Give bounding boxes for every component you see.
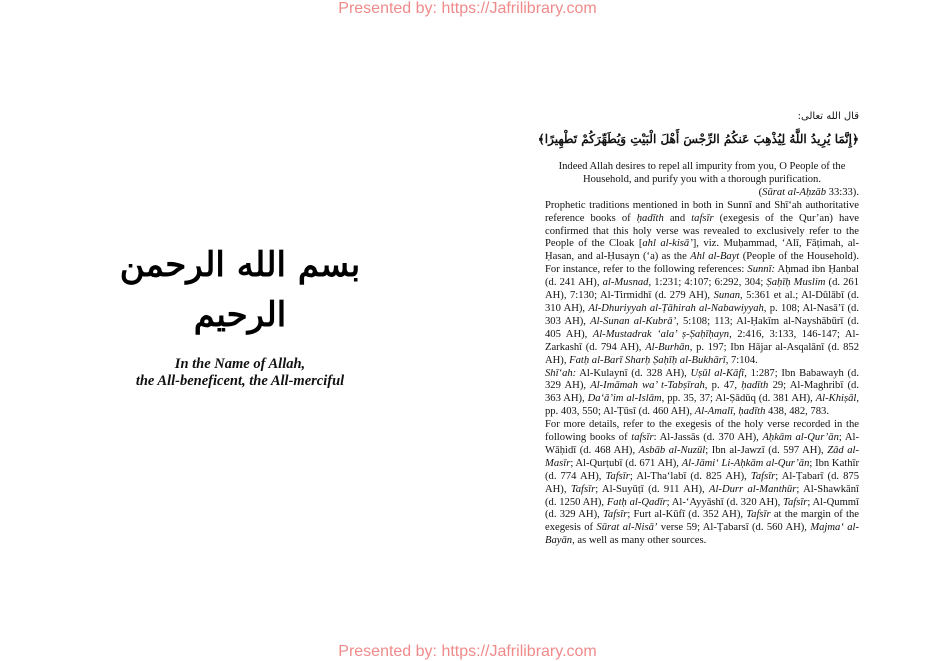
italic-term: ḥadīth [636,212,664,224]
italic-term: Al-Imāmah wa’ t-Tabṣīrah [590,380,705,392]
text: , p. 108; Al-Nasā’ī (d. 303 AH), [545,302,859,327]
italic-term: Fatḥ al-Barī Sharḥ Ṣaḥīḥ al-Bukhārī [569,354,726,366]
italic-term: Tafsīr [570,483,596,495]
text: ; Al-Qurṭubī (d. 671 AH), [570,457,682,469]
italic-term: Tafsīr [750,470,776,482]
text: 29; Al-Maghribī (d. 363 AH), [545,380,859,405]
italic-term: al-Musnad [602,277,649,289]
italic-term: tafsīr [631,432,654,444]
text: (d. 261 AH), 7:130; Al-Tirmidhī (d. 279 AH), [545,277,860,302]
bismillah-translation-line2: the All-beneficent, the All-merciful [135,373,345,389]
text: , 5:108; 113; Al-Ḥakīm al-Nayshābūrī (d. 405 AH), [545,315,859,340]
italic-term: Al-Sunan al-Kubrā’ [590,315,677,327]
text: , as well as many other sources. [572,535,707,547]
italic-term: Tafsīr [605,470,630,482]
italic-term: Tafsīr [783,496,808,508]
text: ; Furt al-Kūfī (d. 352 AH), [627,509,747,521]
text: , [733,406,739,418]
text: and [663,212,692,224]
text: verse 59; Al-Ṭabarsī (d. 560 AH), [657,522,811,534]
italic-term: ḥadīth [741,380,769,392]
italic-term: Da‘ā’im al-Islām [587,393,662,405]
paragraph-shiah-references [545,368,859,420]
italic-term: Ahl al-Bayt [690,251,740,263]
text: , pp. 403, 550; Al-Ṭūsī (d. 460 AH), [545,393,859,418]
citation-title: Sūrat al-Aḥzāb [762,186,827,198]
italic-term: Majma‘ al-Bayān [545,522,859,547]
italic-term: Shī‘ah: [545,367,577,379]
bismillah-panel [110,240,370,390]
bismillah-translation [110,356,370,390]
text: , 1:287; Ibn Babawayh (d. 329 AH), [545,367,860,392]
text: , p. 197; Ibn Hājar al-Asqalānī (d. 852 AH), [545,341,859,366]
text: Al-Kulaynī (d. 328 AH), [576,367,691,379]
bismillah-calligraphy: بسم الله الرحمن الرحيم [119,245,361,335]
verse-page [537,110,860,548]
text: ; Al-Ṭabarī (d. 875 AH), [545,470,859,495]
text: ; Ibn Kathīr (d. 774 AH), [545,457,859,482]
text: , 5:361 et al.; Al-Dūlābī (d. 310 AH), [545,290,859,314]
text: ; Al-Suyūṭī (d. 911 AH), [595,483,710,495]
text: ], viz. Muḥammad, ‘Alī, Fāṭimah, al-Ḥasan, and al-Ḥusayn (‘a) as the [545,238,860,263]
text: Prophetic traditions mentioned in both in Sunnī and Shī‘ah authoritative reference books of [545,199,859,224]
text: (exegesis of the Qur’an) have confirmed that this holy verse was revealed to exclusively refer to the People of the Cloak [ [545,212,859,250]
text: ; Al-Qummī (d. 329 AH), [545,496,859,521]
italic-term: Al-Burhān [645,341,690,353]
citation-ref: 33:33). [826,186,859,198]
italic-term: tafsīr [691,212,714,224]
arabic-verse: ﴿إِنَّمَا يُرِيدُ اللَّهُ لِيُذْهِبَ عَنكُمُ الرِّجْسَ أَهْلَ الْبَيْتِ وَيُطَهِّرَكُمْ تَطْهِيرًا﴾ [537,132,859,146]
text: , pp. 35, 37; Al-Ṣādūq (d. 381 AH), [661,393,816,405]
text: ; Al-‘Ayyāshī (d. 320 AH), [666,496,784,508]
text: (People of the Household). For instance, refer to the following references: [545,251,859,276]
italic-term: Tafsīr [746,509,771,521]
italic-term: Fatḥ al-Qadīr [606,496,667,508]
arabic-intro: قال الله تعالى: [797,111,859,122]
italic-term: Zād al-Masīr [545,444,859,469]
italic-term: ḥadīth [738,406,766,418]
watermark-top: Presented by: https://Jafrilibrary.com [338,0,597,17]
italic-term: Sūrat al-Nisā’ [596,522,658,534]
italic-term: Aḥkām al-Qur’ān [762,432,839,444]
italic-term: Al-Khiṣāl [815,393,857,405]
bismillah-translation-line1: In the Name of Allah, [174,356,306,372]
text: , 7:104. [725,354,758,366]
italic-term: Al-Dhuriyyah al-Ṭāhirah al-Nabawiyyah [588,302,764,314]
paragraph-sunni-references [545,200,859,368]
italic-term: Tafsīr [602,509,628,521]
italic-term: Uṣūl al-Kāfī [690,367,745,379]
text: For more details, refer to the exegesis of the holy verse recorded in the following books of [545,419,859,444]
italic-term: Al-Durr al-Manthūr [709,483,797,495]
verse-citation: (Sūrat al-Aḥzāb 33:33). [758,186,859,198]
text: ; Al-Wāḥidī (d. 468 AH), [545,432,859,456]
text: 438, 482, 783. [765,406,829,418]
italic-term: Ṣaḥīḥ Muslim [766,277,826,289]
text: , p. 47, [704,380,742,392]
italic-term: ahl al-kisā’ [642,238,693,250]
paragraph-tafsir-references [545,419,859,548]
text: ; Ibn al-Jawzī (d. 597 AH), [705,444,828,456]
verse-translation: Indeed Allah desires to repel all impurity from you, O People of the Household, and purify you with a thorough purification. [558,161,846,185]
italic-term: Al-Jāmi‘ Li-Aḥkām al-Qur’ān [681,457,810,469]
text: at the margin of the exegesis of [545,509,859,534]
text: : Al-Jassās (d. 370 AH), [653,432,763,444]
text: , 2:416, 3:133, 146-147; Al-Zarkashī (d. 794 AH), [545,328,859,353]
italic-term: Asbāb al-Nuzūl [638,444,706,456]
text: , 1:231; 4:107; 6:292, 304; [648,277,767,289]
italic-term: Al-Amalī [694,406,734,418]
italic-term: Sunnī: [747,264,776,276]
text: ; Al-Shawkānī (d. 1250 AH), [545,483,859,508]
watermark-bottom: Presented by: https://Jafrilibrary.com [338,643,597,660]
italic-term: Sunan [713,290,741,302]
text: ; Al-Tha‘labī (d. 825 AH), [629,470,751,482]
text: Aḥmad ibn Ḥanbal (d. 241 AH), [545,264,859,289]
italic-term: Al-Mustadrak ‘ala’ ṣ-Ṣaḥīḥayn [592,328,730,340]
